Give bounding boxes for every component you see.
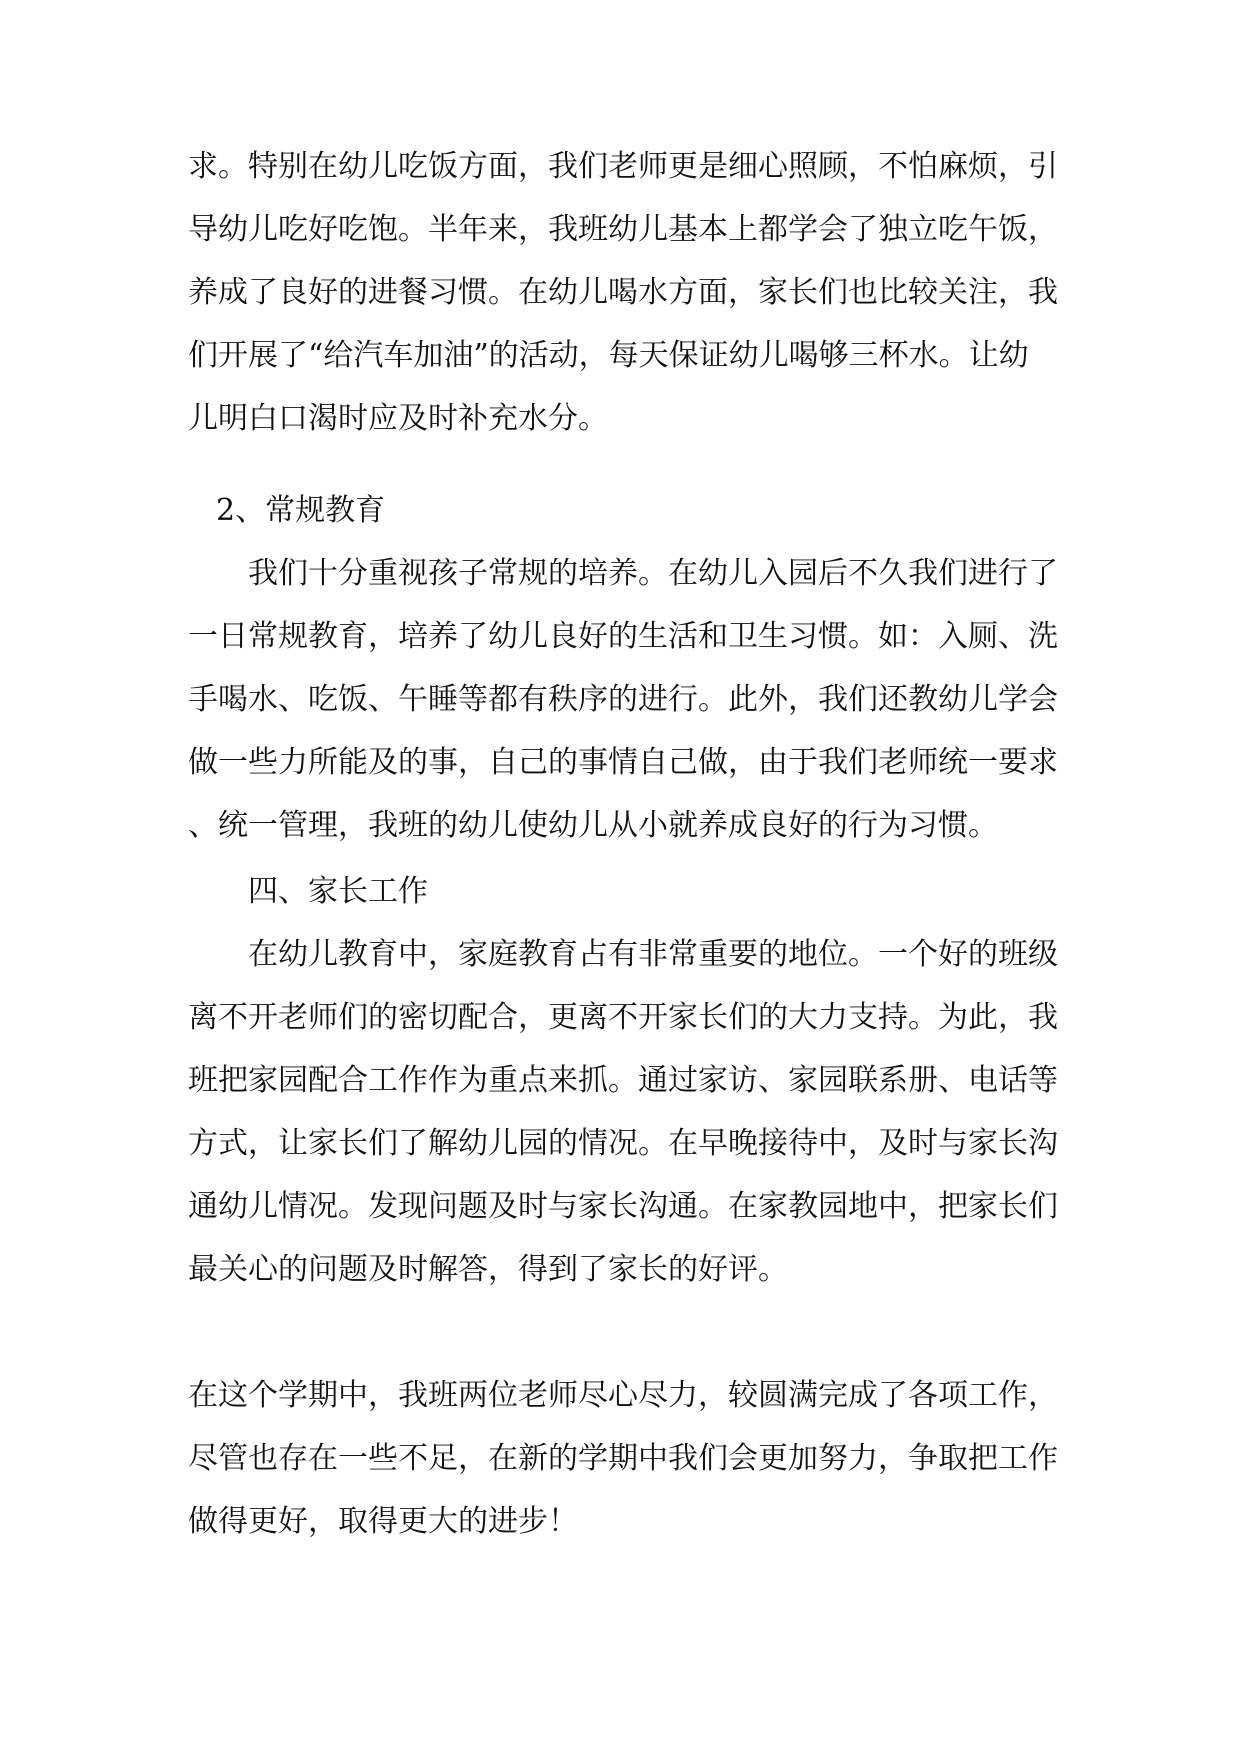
paragraph-1 <box>188 135 1058 450</box>
text-line: 通幼儿情况。发现问题及时与家长沟通。在家教园地中，把家长们 <box>188 1189 1058 1224</box>
section-heading: 2、常规教育 <box>216 493 386 528</box>
text-line: 做一些力所能及的事，自己的事情自己做，由于我们老师统一要求 <box>188 745 1058 780</box>
text-line: 、统一管理，我班的幼儿使幼儿从小就养成良好的行为习惯。 <box>188 808 998 843</box>
text-line: 一日常规教育，培养了幼儿良好的生活和卫生习惯。如：入厕、洗 <box>188 619 1058 654</box>
text-line: 们开展了“给汽车加油”的活动，每天保证幼儿喝够三杯水。让幼 <box>188 338 1029 373</box>
text-line: 班把家园配合工作作为重点来抓。通过家访、家园联系册、电话等 <box>188 1063 1058 1098</box>
text-line: 最关心的问题及时解答，得到了家长的好评。 <box>188 1252 788 1287</box>
text-line: 我们十分重视孩子常规的培养。在幼儿入园后不久我们进行了 <box>248 556 1058 591</box>
text-line: 求。特别在幼儿吃饭方面，我们老师更是细心照顾，不怕麻烦，引 <box>188 149 1058 184</box>
text-line: 导幼儿吃好吃饱。半年来，我班幼儿基本上都学会了独立吃午饭， <box>188 212 1058 247</box>
text-line: 方式，让家长们了解幼儿园的情况。在早晚接待中，及时与家长沟 <box>188 1126 1058 1161</box>
paragraph-2 <box>188 542 1058 857</box>
text-line: 尽管也存在一些不足，在新的学期中我们会更加努力，争取把工作 <box>188 1441 1058 1476</box>
paragraph-3 <box>188 923 1058 1301</box>
section-heading-parent-work <box>188 860 1038 923</box>
closing-paragraph <box>188 1364 1058 1553</box>
text-line: 儿明白口渴时应及时补充水分。 <box>188 401 608 436</box>
text-line: 在这个学期中，我班两位老师尽心尽力，较圆满完成了各项工作， <box>188 1378 1058 1413</box>
section-heading: 四、家长工作 <box>248 874 428 909</box>
text-line: 手喝水、吃饭、午睡等都有秩序的进行。此外，我们还教幼儿学会 <box>188 682 1058 717</box>
text-line: 做得更好，取得更大的进步！ <box>188 1504 578 1539</box>
text-line: 养成了良好的进餐习惯。在幼儿喝水方面，家长们也比较关注，我 <box>188 275 1058 310</box>
text-line: 在幼儿教育中，家庭教育占有非常重要的地位。一个好的班级 <box>248 937 1058 972</box>
text-line: 离不开老师们的密切配合，更离不开家长们的大力支持。为此，我 <box>188 1000 1058 1035</box>
section-heading-routine-education <box>188 479 1038 542</box>
